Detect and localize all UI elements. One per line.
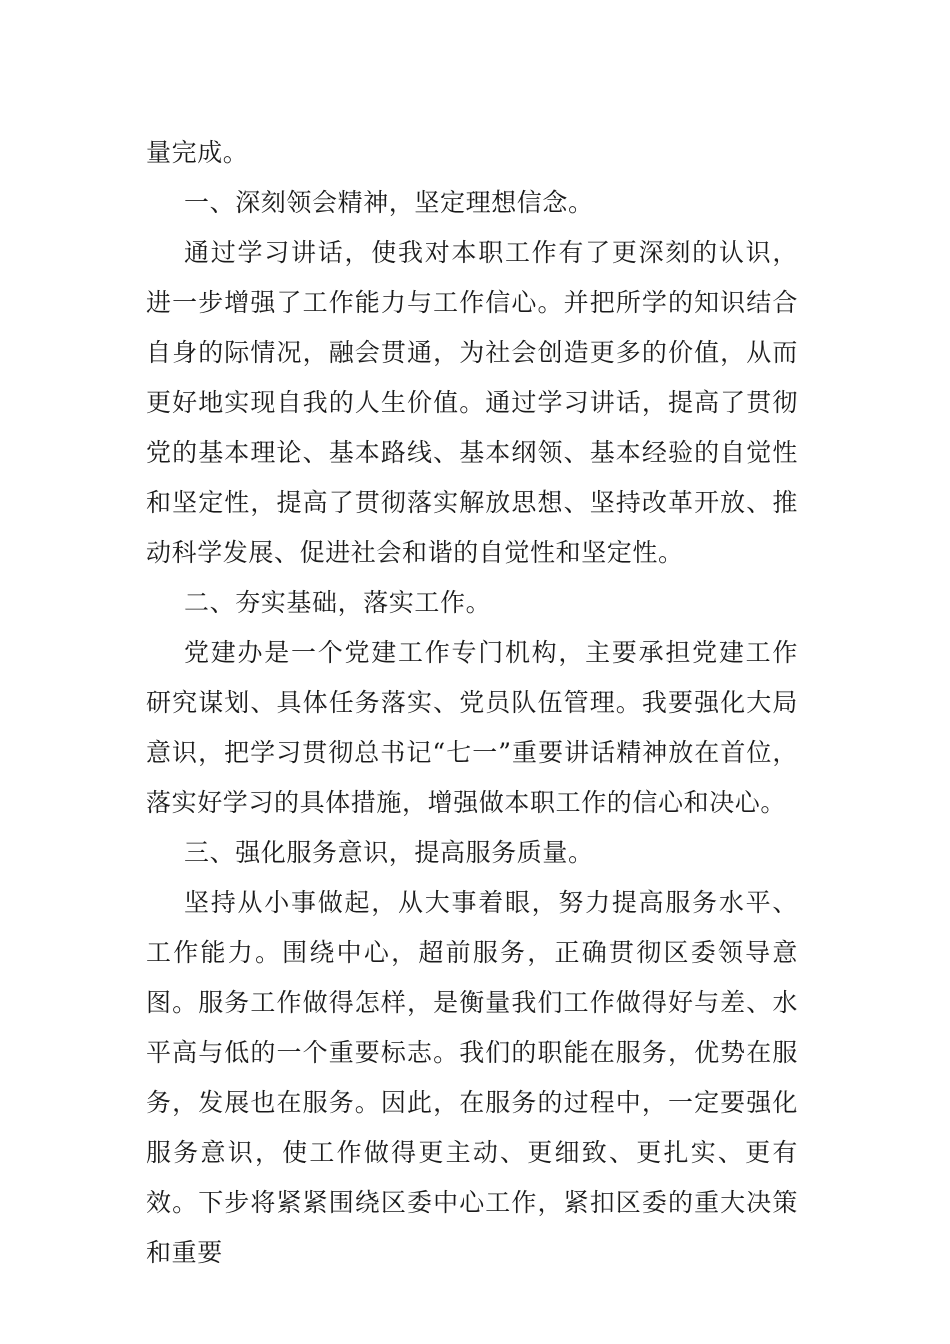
paragraph-3: 坚持从小事做起，从大事着眼，努力提高服务水平、工作能力。围绕中心，超前服务，正确贯彻区委领导意图。服务工作做得怎样，是衡量我们工作做得好与差、水平高与低的一个重要标志。我们的职能在服务，优势在服务，发展也在服务。因此，在服务的过程中，一定要强化服务意识，使工作做得更主动、更细致、更扎实、更有效。下步将紧紧围绕区委中心工作，紧扣区委的重大决策和重要 (146, 888, 798, 1267)
section-heading-2: 二、夯实基础，落实工作。 (184, 588, 492, 617)
paragraph-1: 通过学习讲话，使我对本职工作有了更深刻的认识，进一步增强了工作能力与工作信心。并把所学的知识结合自身的际情况，融会贯通，为社会创造更多的价值，从而更好地实现自我的人生价值。通过学习讲话，提高了贯彻党的基本理论、基本路线、基本纲领、基本经验的自觉性和坚定性，提高了贯彻落实解放思想、坚持改革开放、推动科学发展、促进社会和谐的自觉性和坚定性。 (146, 238, 798, 567)
document-body (146, 128, 798, 1278)
paragraph-continuation: 量完成。 (146, 138, 249, 167)
section-heading-3: 三、强化服务意识，提高服务质量。 (184, 838, 594, 867)
section-heading-1: 一、深刻领会精神，坚定理想信念。 (184, 188, 594, 217)
paragraph-2: 党建办是一个党建工作专门机构，主要承担党建工作研究谋划、具体任务落实、党员队伍管理。我要强化大局意识，把学习贯彻总书记“七一”重要讲话精神放在首位，落实好学习的具体措施，增强做本职工作的信心和决心。 (146, 638, 798, 817)
